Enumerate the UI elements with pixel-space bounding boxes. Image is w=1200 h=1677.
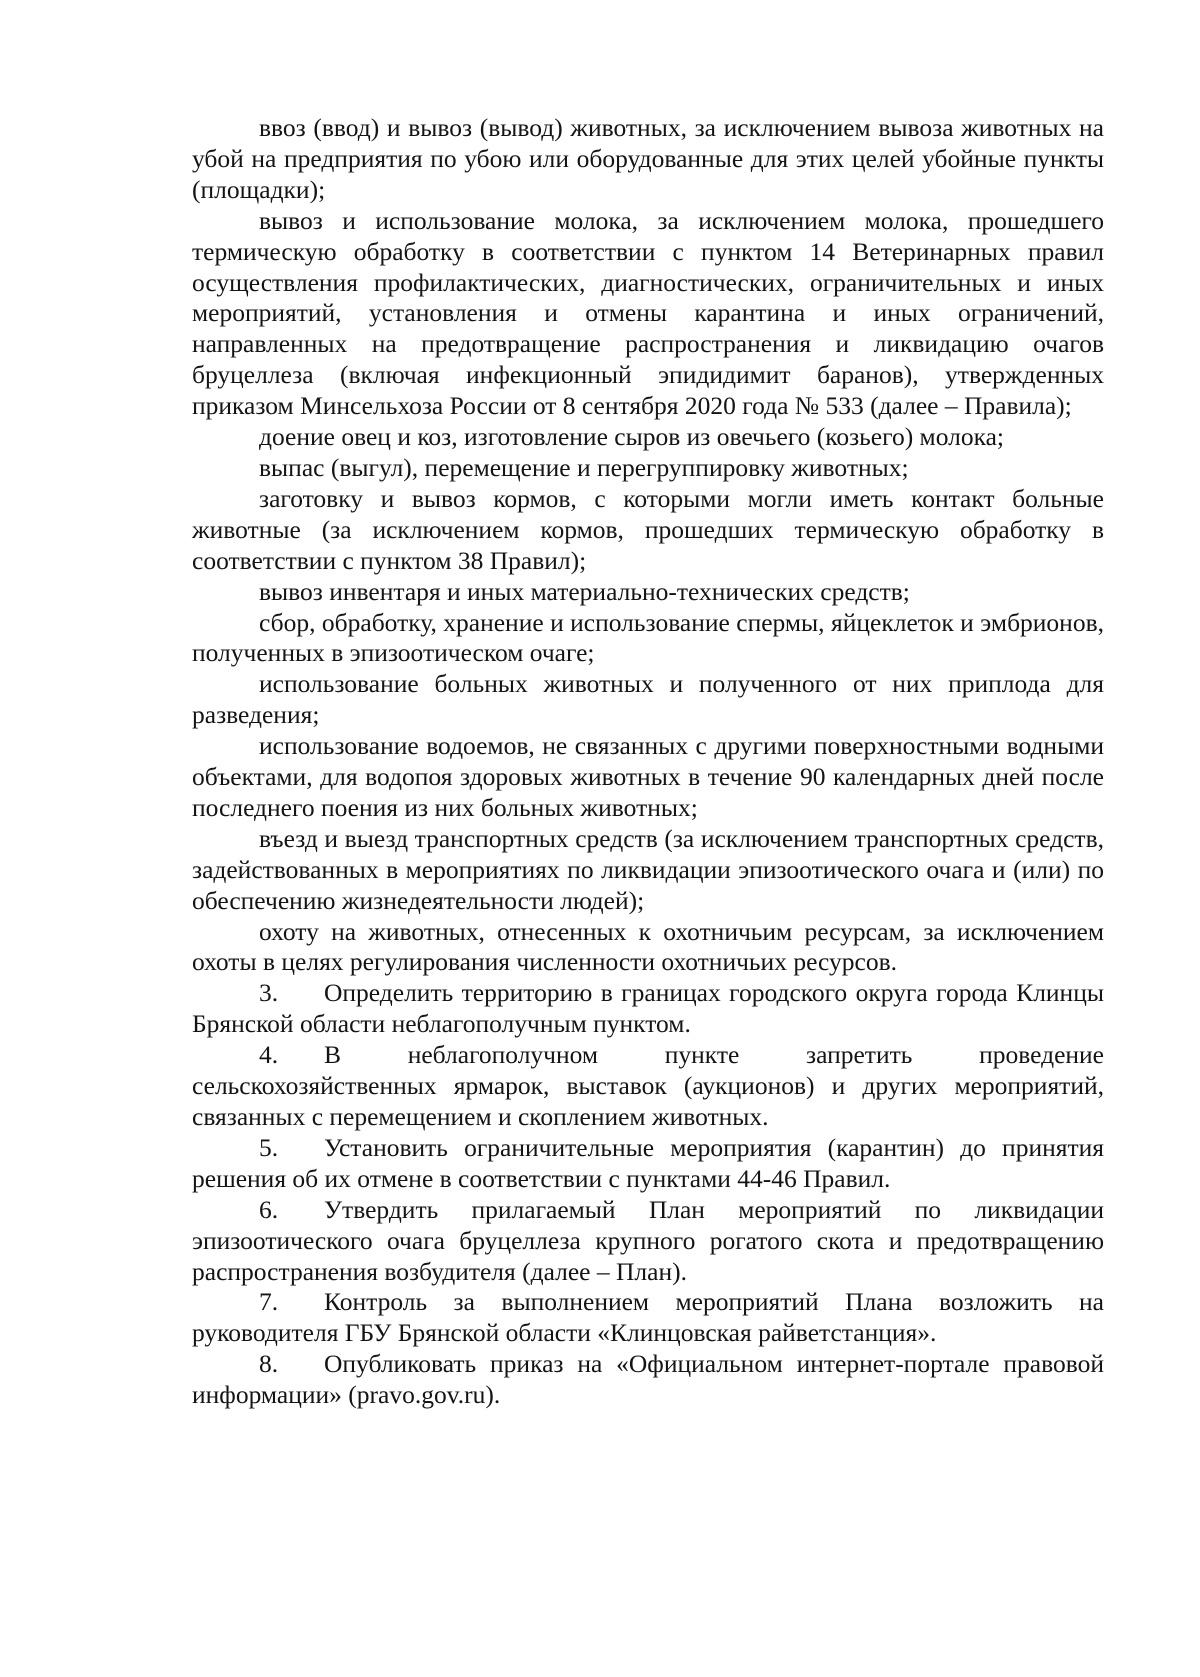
paragraph-ban-hunting: охоту на животных, отнесенных к охотничьим ресурсам, за исключением охоты в целях регулирования численности охотничьих ресурсов. xyxy=(192,916,1104,977)
numbered-item-7 xyxy=(192,1287,1104,1349)
numbered-item-3 xyxy=(192,978,1104,1040)
item-text: В неблагополучном пункте запретить проведение сельскохозяйственных ярмарок, выставок (аукционов) и других мероприятий, связанных с перемещением и скоплением животных. xyxy=(192,1040,1104,1131)
item-number: 4. xyxy=(259,1040,279,1070)
numbered-item-5 xyxy=(192,1133,1104,1195)
numbered-item-8 xyxy=(192,1349,1104,1411)
item-text: Контроль за выполнением мероприятий Плана возложить на руководителя ГБУ Брянской области «Клинцовская райветстанция». xyxy=(192,1287,1104,1348)
paragraph-ban-water: использование водоемов, не связанных с другими поверхностными водными объектами, для водопоя здоровых животных в течение 90 календарных дней после последнего поения из них больных животных; xyxy=(192,731,1104,822)
paragraph-ban-import-export: ввоз (ввод) и вывоз (вывод) животных, за исключением вывоза животных на убой на предприятия по убою или оборудованные для этих целей убойные пункты (площадки); xyxy=(192,113,1104,204)
numbered-item-6 xyxy=(192,1195,1104,1288)
paragraph-ban-grazing: выпас (выгул), перемещение и перегруппировку животных; xyxy=(259,452,909,482)
paragraph-ban-sperm: сбор, обработку, хранение и использование спермы, яйцеклеток и эмбрионов, полученных в эпизоотическом очаге; xyxy=(192,607,1104,668)
item-number: 5. xyxy=(259,1132,279,1162)
document-body xyxy=(192,113,1104,1411)
item-number: 8. xyxy=(259,1349,279,1379)
paragraph-ban-milking: доение овец и коз, изготовление сыров из овечьего (козьего) молока; xyxy=(259,422,1004,452)
paragraph-ban-feed: заготовку и вывоз кормов, с которыми могли иметь контакт больные животные (за исключением кормов, прошедших термическую обработку в соответствии с пунктом 38 Правил); xyxy=(192,483,1104,575)
paragraph-ban-vehicles: въезд и выезд транспортных средств (за исключением транспортных средств, задействованных в мероприятиях по ликвидации эпизоотического очага и (или) по обеспечению жизнедеятельности людей); xyxy=(192,823,1104,915)
item-text: Определить территорию в границах городского округа города Клинцы Брянской области неблагополучным пунктом. xyxy=(192,978,1104,1039)
paragraph-ban-milk: вывоз и использование молока, за исключением молока, прошедшего термическую обработку в соответствии с пунктом 14 Ветеринарных правил осуществления профилактических, диагностических, ограничительных и иных мероприятий, установления и отмены карантина и иных ограничений, направленных на предотвращение распространения и ликвидацию очагов бруцеллеза (включая инфекционный эпидидимит баранов), утвержденных приказом Минсельхоза России от 8 сентября 2020 года № 533 (далее – Правила); xyxy=(192,205,1104,421)
paragraph-ban-inventory: вывоз инвентаря и иных материально-технических средств; xyxy=(259,576,910,606)
item-number: 6. xyxy=(259,1194,279,1224)
item-number: 3. xyxy=(259,978,279,1008)
numbered-item-4 xyxy=(192,1040,1104,1133)
paragraph-ban-breeding: использование больных животных и полученного от них приплода для разведения; xyxy=(192,669,1104,730)
item-text: Установить ограничительные мероприятия (карантин) до принятия решения об их отмене в соответствии с пунктами 44-46 Правил. xyxy=(192,1132,1104,1193)
item-number: 7. xyxy=(259,1287,279,1317)
item-text: Утвердить прилагаемый План мероприятий по ликвидации эпизоотического очага бруцеллеза крупного рогатого скота и предотвращению распространения возбудителя (далее – План). xyxy=(192,1194,1104,1286)
item-text: Опубликовать приказ на «Официальном интернет-портале правовой информации» (pravo.gov.ru). xyxy=(192,1349,1104,1410)
